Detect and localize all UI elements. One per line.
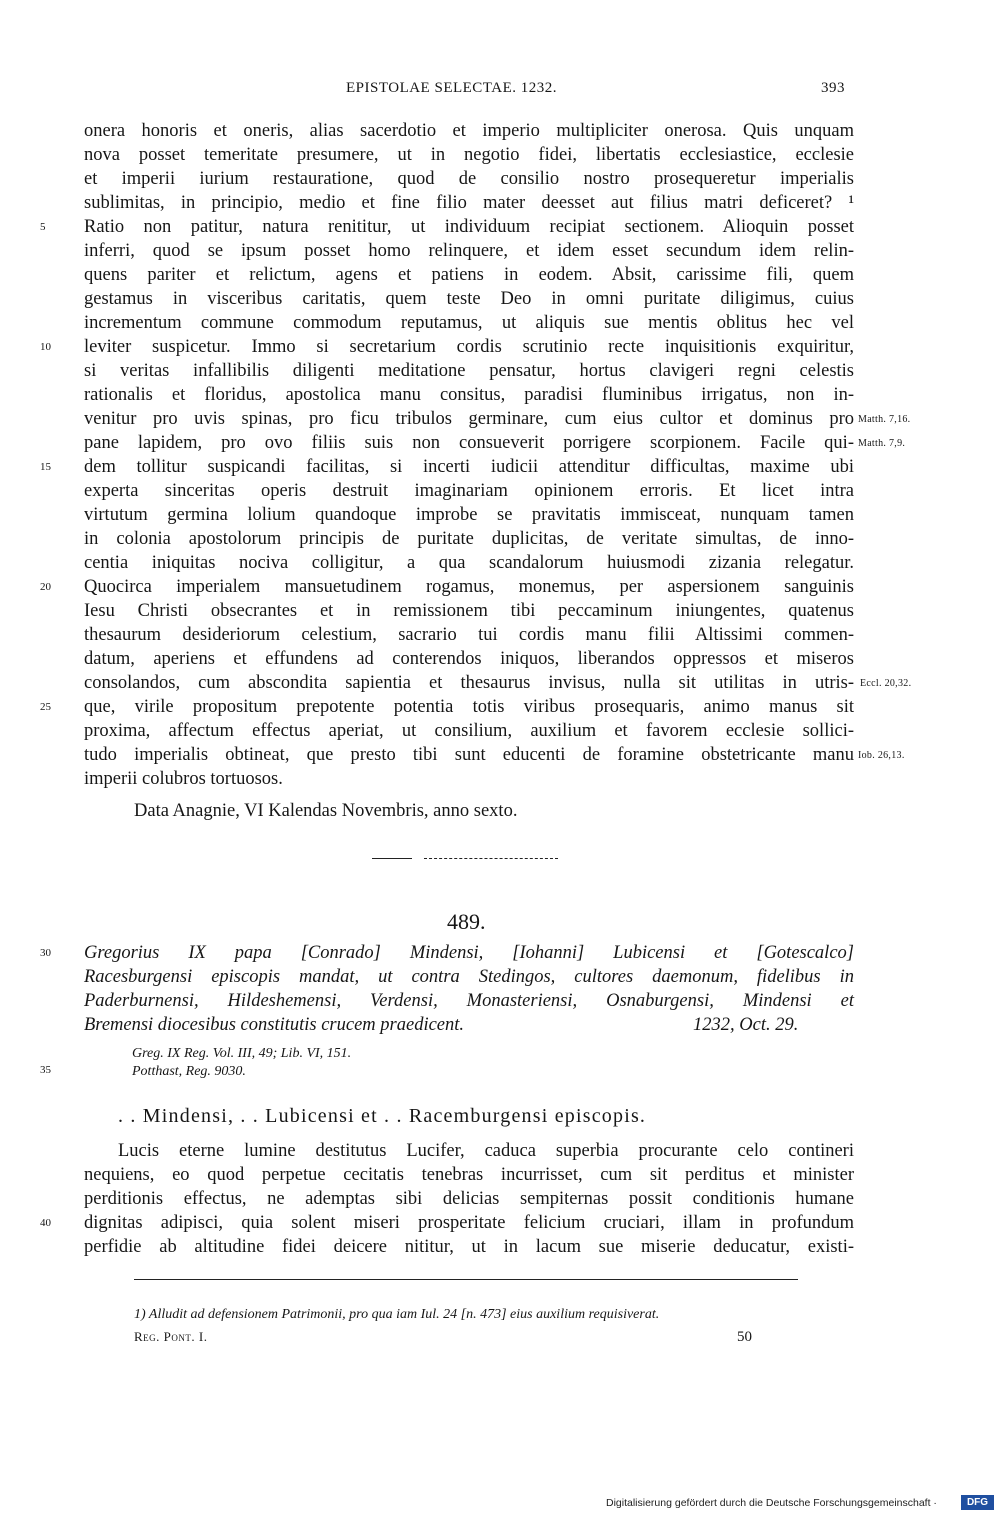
regest-date: 1232, Oct. 29.: [693, 1015, 799, 1035]
text-line: consolandos, cum abscondita sapientia et thesaurus invisus, nulla sit utilitas in utris-: [84, 673, 854, 693]
text-line: virtutum germina lolium quandoque improbe se pravitatis immisceat, nunquam tamen: [84, 505, 854, 525]
regest-line: Bremensi diocesibus constitutis crucem praedicent.: [84, 1015, 465, 1035]
text-line: Quocirca imperialem mansuetudinem rogamus, monemus, per aspersionem sanguinis: [84, 577, 854, 597]
margin-reference: Iob. 26,13.: [858, 750, 905, 761]
signature-number: 50: [737, 1329, 752, 1345]
text-line: inferri, quod se ipsum posset homo relinquere, et idem esset secundum idem relin-: [84, 241, 854, 261]
text-line: Lucis eterne lumine destitutus Lucifer, caduca superbia procurante celo contineri: [118, 1141, 854, 1161]
text-line: si veritas infallibilis diligenti meditatione pensatur, hortus clavigeri regni celestis: [84, 361, 854, 381]
separator-rule: [372, 858, 412, 859]
margin-reference: Matth. 7,16.: [858, 414, 911, 425]
signature-mark: Reg. Pont. I.: [134, 1329, 208, 1344]
source-reference: Potthast, Reg. 9030.: [132, 1064, 246, 1079]
text-line: gestamus in visceribus caritatis, quem teste Deo in omni puritate diligimus, cuius: [84, 289, 854, 309]
text-line: proxima, affectum effectus aperiat, ut consilium, auxilium et favorem ecclesie sollici-: [84, 721, 854, 741]
text-line: pane lapidem, pro ovo filiis suis non consueverit porrigere scorpionem. Facile qui-: [84, 433, 854, 453]
line-number: 10: [40, 341, 51, 353]
text-line: sublimitas, in principio, medio et fine filio mater deesset aut filius matri deficeret? ¹: [84, 193, 854, 213]
text-line: dem tollitur suspicandi facilitas, si incerti iudicii attenditur difficultas, maxime ubi: [84, 457, 854, 477]
dfg-logo: DFG: [961, 1495, 994, 1510]
page-number: 393: [821, 80, 845, 96]
margin-reference: Eccl. 20,32.: [860, 678, 912, 689]
text-line: experta sinceritas operis destruit imaginariam opinionem erroris. Et licet intra: [84, 481, 854, 501]
dating-clause: Data Anagnie, VI Kalendas Novembris, anno sexto.: [134, 801, 518, 821]
running-title: EPISTOLAE SELECTAE. 1232.: [346, 80, 558, 96]
line-number: 5: [40, 221, 46, 233]
separator-rule: [424, 858, 558, 860]
regest-line: Gregorius IX papa [Conrado] Mindensi, [Iohanni] Lubicensi et [Gotescalco]: [84, 943, 854, 963]
text-line: incrementum commune commodum reputamus, ut aliquis sue mentis oblitus hec vel: [84, 313, 854, 333]
text-line: in colonia apostolorum principis de puritate duplicitas, de veritate simultas, de inno-: [84, 529, 854, 549]
address-line: . . Mindensi, . . Lubicensi et . . Racemburgensi episcopis.: [118, 1105, 647, 1127]
text-line: thesaurum desideriorum celestium, sacrario tui cordis manu filii Altissimi commen-: [84, 625, 854, 645]
text-line: et imperii iurium restauratione, quod de consilio nostro prosequeretur imperialis: [84, 169, 854, 189]
line-number: 15: [40, 461, 51, 473]
text-line: rationalis et floridus, apostolica manu consitus, paradisi fluminibus irrigatus, non in-: [84, 385, 854, 405]
line-number: 40: [40, 1217, 51, 1229]
margin-reference: Matth. 7,9.: [858, 438, 906, 449]
text-line: nequiens, eo quod perpetue cecitatis tenebras incurrisset, cum sit perditus et minister: [84, 1165, 854, 1185]
footnote: 1) Alludit ad defensionem Patrimonii, pro qua iam Iul. 24 [n. 473] eius auxilium requisiverat.: [134, 1307, 660, 1322]
text-line: nova posset temeritate presumere, ut in negotio fidei, libertatis ecclesiastice, ecclesie: [84, 145, 854, 165]
text-line: centia iniquitas nociva colligitur, a qua scandalorum huiusmodi zizania relegatur.: [84, 553, 854, 573]
line-number: 30: [40, 947, 51, 959]
line-number: 25: [40, 701, 51, 713]
footnote-rule: [134, 1279, 798, 1280]
text-line: dignitas adipisci, quia solent miseri prosperitate felicium cruciari, illam in profundum: [84, 1213, 854, 1233]
source-reference: Greg. IX Reg. Vol. III, 49; Lib. VI, 151.: [132, 1046, 352, 1061]
text-line: venitur pro uvis spinas, pro ficu tribulos germinare, cum eius cultor et dominus pro: [84, 409, 854, 429]
text-line: imperii colubros tortuosos.: [84, 769, 283, 789]
text-line: tudo imperialis obtineat, que presto tibi sunt educenti de foramine obstetricante manu: [84, 745, 854, 765]
text-line: que, virile propositum prepotente potentia totis viribus prosequaris, animo manus sit: [84, 697, 854, 717]
text-line: Ratio non patitur, natura renititur, ut individuum recipiat sectionem. Alioquin posset: [84, 217, 854, 237]
text-line: quens pariter et relictum, agens et patiens in eodem. Absit, carissime fili, quem: [84, 265, 854, 285]
line-number: 20: [40, 581, 51, 593]
text-line: perfidie ab altitudine fidei deicere nititur, ut in lacum sue miserie deducatur, existi-: [84, 1237, 854, 1257]
regest-line: Racesburgensi episcopis mandat, ut contra Stedingos, cultores daemonum, fidelibus in: [84, 967, 854, 987]
letter-number: 489.: [447, 909, 486, 934]
text-line: datum, aperiens et effundens ad conterendos iniquos, liberandos oppressos et miseros: [84, 649, 854, 669]
digitization-note: Digitalisierung gefördert durch die Deutsche Forschungsgemeinschaft ·: [606, 1497, 937, 1509]
text-line: Iesu Christi obsecrantes et in remissionem tibi peccaminum iniungentes, quatenus: [84, 601, 854, 621]
text-line: perditionis effectus, ne ademptas sibi delicias sempiternas possit conditionis humane: [84, 1189, 854, 1209]
line-number: 35: [40, 1064, 51, 1076]
text-line: leviter suspicetur. Immo si secretarium cordis scrutinio recte inquisitionis exquiritur,: [84, 337, 854, 357]
regest-line: Paderburnensi, Hildeshemensi, Verdensi, Monasteriensi, Osnaburgensi, Mindensi et: [84, 991, 854, 1011]
text-line: onera honoris et oneris, alias sacerdotio et imperio multipliciter onerosa. Quis unquam: [84, 121, 854, 141]
